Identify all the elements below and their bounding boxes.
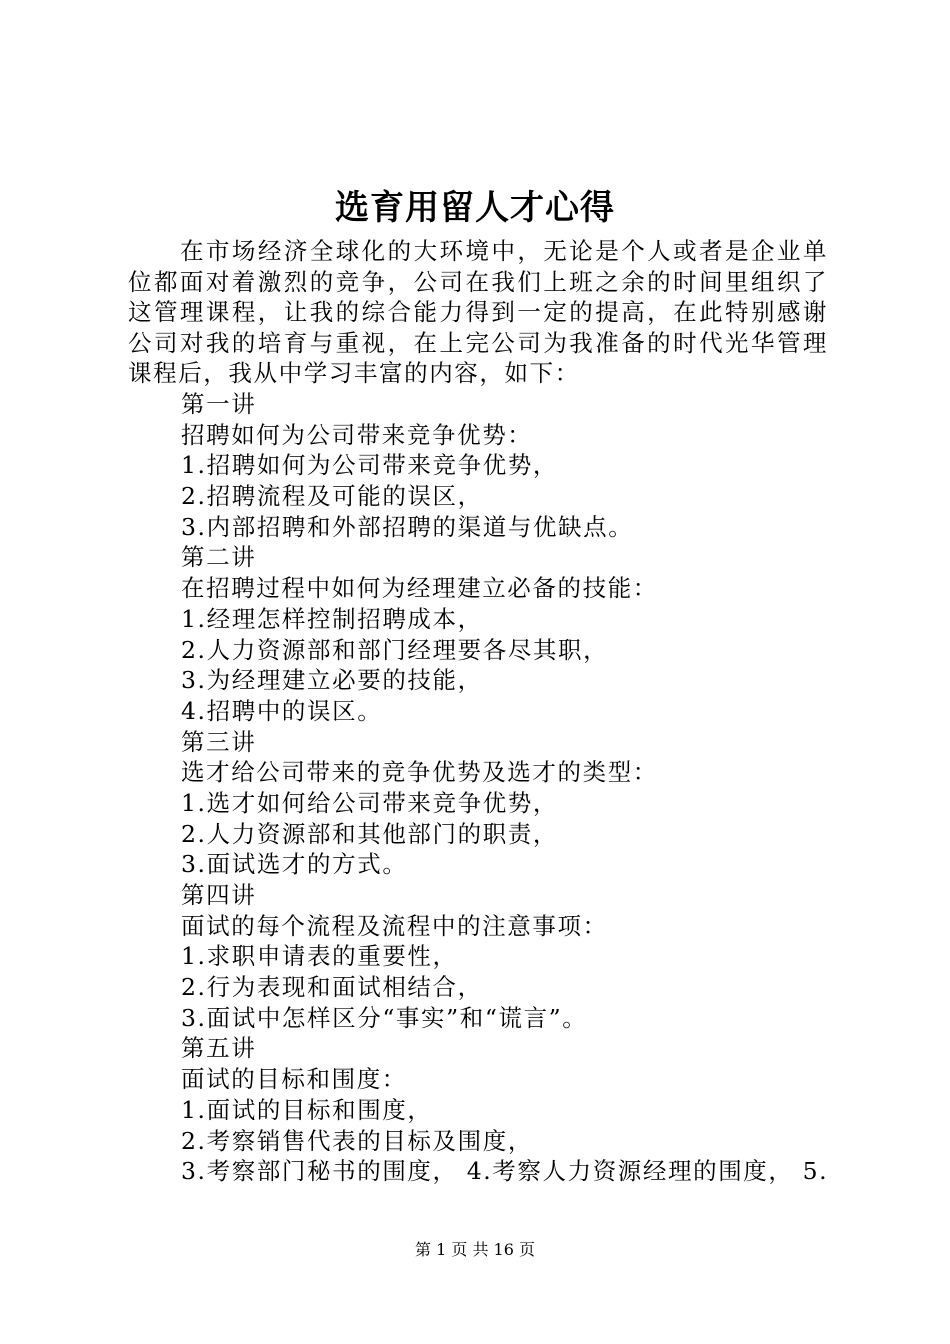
lecture-topic: 选才给公司带来的竞争优势及选才的类型： — [181, 758, 658, 787]
list-item: 3.考察部门秘书的围度， 4.考察人力资源经理的围度， 5. — [181, 1157, 829, 1186]
lecture-heading: 第四讲 — [181, 881, 257, 909]
list-item: 2.考察销售代表的目标及围度， — [181, 1126, 533, 1155]
lecture-topic: 面试的每个流程及流程中的注意事项： — [181, 911, 608, 940]
body-lines — [181, 389, 841, 1187]
list-item: 4.招聘中的误区。 — [181, 696, 383, 725]
list-item: 1.经理怎样控制招聘成本， — [181, 604, 483, 633]
list-item: 3.内部招聘和外部招聘的渠道与优缺点。 — [181, 512, 634, 541]
list-item: 3.面试选才的方式。 — [181, 850, 408, 879]
list-item: 2.行为表现和面试相结合， — [181, 973, 483, 1002]
list-item: 2.招聘流程及可能的误区， — [181, 482, 483, 511]
list-item: 1.招聘如何为公司带来竞争优势， — [181, 451, 559, 480]
document-title: 选育用留人才心得 — [335, 188, 615, 228]
list-item: 2.人力资源部和其他部门的职责， — [181, 819, 559, 848]
page-footer: 第 1 页 共 16 页 — [415, 1240, 535, 1259]
lecture-heading: 第二讲 — [181, 543, 257, 572]
list-item: 3.为经理建立必要的技能， — [181, 666, 483, 695]
lecture-topic: 在招聘过程中如何为经理建立必备的技能： — [181, 574, 658, 603]
list-item: 1.面试的目标和围度， — [181, 1095, 433, 1124]
lecture-topic: 招聘如何为公司带来竞争优势： — [181, 420, 533, 449]
list-item: 3.面试中怎样区分“事实”和“谎言”。 — [181, 1003, 588, 1032]
lecture-heading: 第五讲 — [181, 1034, 257, 1063]
lecture-topic: 面试的目标和围度： — [181, 1065, 407, 1094]
list-item: 1.选才如何给公司带来竞争优势， — [181, 788, 559, 817]
lecture-heading: 第一讲 — [181, 390, 257, 418]
lecture-heading: 第三讲 — [181, 727, 257, 756]
list-item: 2.人力资源部和部门经理要各尽其职， — [181, 635, 609, 664]
intro-paragraph: 在市场经济全球化的大环境中，无论是个人或者是企业单位都面对着激烈的竞争，公司在我们上班之余的时间里组织了这管理课程，让我的综合能力得到一定的提高，在此特别感谢公司对我的培育与重视，在上完公司为我准备的时代光华管理课程后，我从中学习丰富的内容，如下： — [128, 237, 828, 387]
list-item: 1.求职申请表的重要性， — [181, 942, 458, 971]
